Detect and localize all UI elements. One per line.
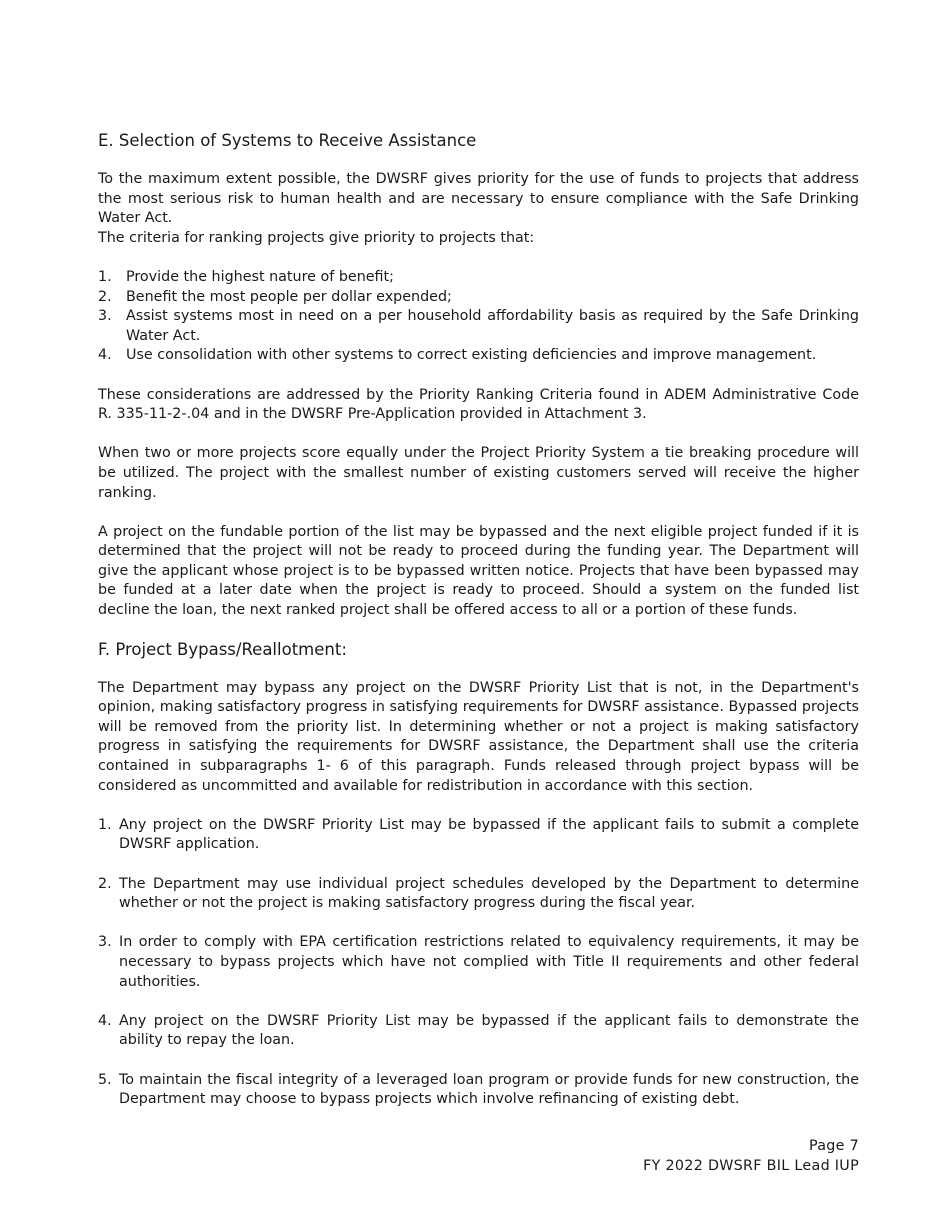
list-item	[98, 875, 859, 914]
list-text: Benefit the most people per dollar expended;	[126, 288, 452, 305]
list-text: In order to comply with EPA certification restrictions related to equivalency requirements, it may be necessary to bypass projects which have not complied with Title II requirements and other federal authorities.	[119, 934, 859, 990]
list-text: To maintain the fiscal integrity of a leveraged loan program or provide funds for new construction, the Department may choose to bypass projects which involve refinancing of existing debt.	[119, 1071, 859, 1108]
page-number: Page 7	[808, 1138, 859, 1154]
list-text: Assist systems most in need on a per household affordability basis as required by the Safe Drinking Water Act.	[126, 308, 859, 344]
list-item	[98, 1012, 859, 1051]
list-item	[98, 307, 859, 346]
list-item	[98, 346, 859, 366]
document-page	[98, 128, 859, 1110]
list-text: The Department may use individual project schedules developed by the Department to determine whether or not the project is making satisfactory progress during the fiscal year.	[119, 875, 859, 912]
list-text: Any project on the DWSRF Priority List may be bypassed if the applicant fails to submit a complete DWSRF application.	[119, 816, 859, 853]
list-number: 1.	[98, 816, 112, 833]
section-e-intro: To the maximum extent possible, the DWSRF gives priority for the use of funds to projects that address the most serious risk to human health and are necessary to ensure compliance with the Safe Drinking Water Act.	[98, 171, 859, 227]
list-number: 4.	[98, 347, 112, 364]
list-item	[98, 816, 859, 855]
criteria-list	[98, 268, 859, 366]
list-number: 3.	[98, 308, 112, 325]
bypass-note-paragraph: A project on the fundable portion of the list may be bypassed and the next eligible project funded if it is determined that the project will not be ready to proceed during the funding year. The Department will give the applicant whose project is to be bypassed written notice. Projects that have been bypassed may be funded at a later date when the project is ready to proceed. Should a system on the funded list decline the loan, the next ranked project shall be offered access to all or a portion of these funds.	[98, 523, 859, 619]
list-number: 5.	[98, 1071, 112, 1088]
list-number: 3.	[98, 934, 112, 951]
list-item	[98, 268, 859, 288]
list-text: Provide the highest nature of benefit;	[126, 268, 394, 285]
list-number: 2.	[98, 288, 112, 305]
list-item	[98, 933, 859, 992]
section-f-title: F. Project Bypass/Reallotment:	[98, 639, 347, 659]
document-id: FY 2022 DWSRF BIL Lead IUP	[643, 1157, 859, 1174]
list-number: 1.	[98, 268, 112, 285]
criteria-lead: The criteria for ranking projects give priority to projects that:	[98, 229, 535, 246]
list-text: Use consolidation with other systems to correct existing deficiencies and improve management.	[126, 347, 817, 364]
list-number: 4.	[98, 1012, 112, 1029]
bypass-list	[98, 816, 859, 1110]
tie-breaking-paragraph: When two or more projects score equally under the Project Priority System a tie breaking procedure will be utilized. The project with the smallest number of existing customers served will receive the higher ranking.	[98, 445, 859, 501]
list-number: 2.	[98, 875, 112, 892]
list-item	[98, 288, 859, 308]
considerations-paragraph: These considerations are addressed by the Priority Ranking Criteria found in ADEM Administrative Code R. 335-11-2-.04 and in the DWSRF Pre-Application provided in Attachment 3.	[98, 386, 859, 423]
list-text: Any project on the DWSRF Priority List may be bypassed if the applicant fails to demonstrate the ability to repay the loan.	[119, 1012, 859, 1049]
list-item	[98, 1071, 859, 1110]
page-footer	[643, 1137, 859, 1176]
section-e-title: E. Selection of Systems to Receive Assistance	[98, 131, 477, 150]
section-f-intro: The Department may bypass any project on the DWSRF Priority List that is not, in the Department's opinion, making satisfactory progress in satisfying requirements for DWSRF assistance. Bypassed projects will be removed from the priority list. In determining whether or not a project is making satisfactory progress in satisfying the requirements for DWSRF assistance, the Department shall use the criteria contained in subparagraphs 1- 6 of this paragraph. Funds released through project bypass will be considered as uncommitted and available for redistribution in accordance with this section.	[98, 679, 859, 794]
